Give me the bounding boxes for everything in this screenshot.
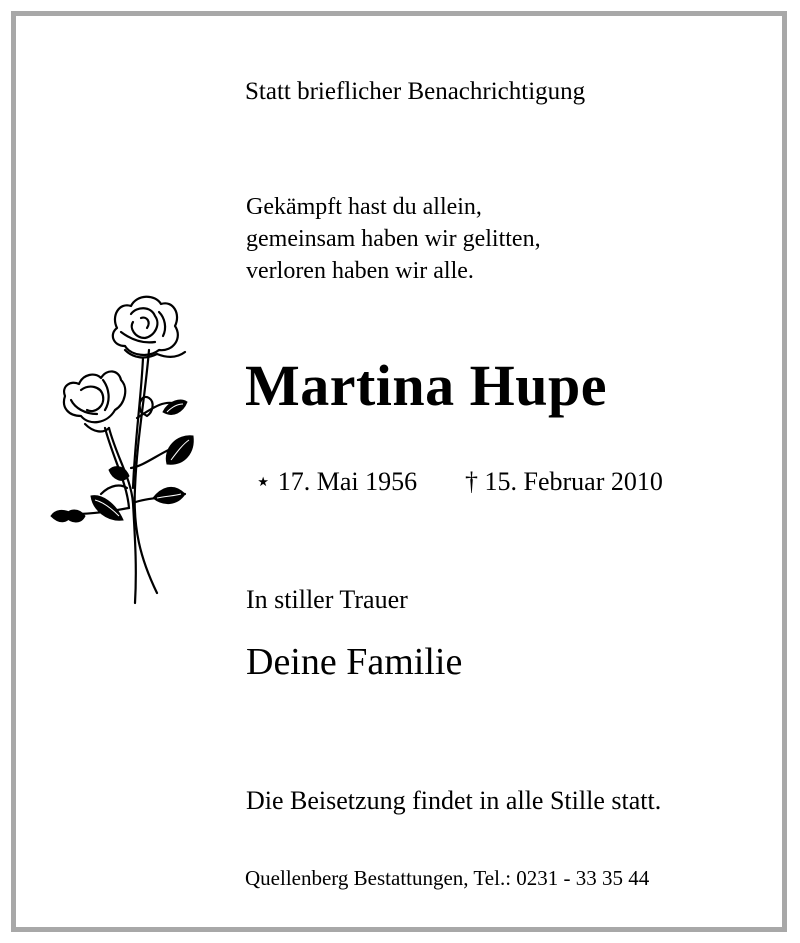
family-signature: Deine Familie	[246, 641, 463, 683]
rose-illustration-icon	[45, 288, 205, 608]
notice-header: Statt brieflicher Benachrichtigung	[245, 78, 586, 105]
undertaker-contact: Quellenberg Bestattungen, Tel.: 0231 - 33 35 44	[245, 866, 650, 890]
birth-date: ⋆ 17. Mai 1956	[255, 467, 418, 496]
mourning-line: In stiller Trauer	[246, 585, 408, 614]
burial-notice: Die Beisetzung findet in alle Stille statt.	[246, 786, 662, 815]
poem	[246, 191, 541, 287]
poem-line: verloren haben wir alle.	[246, 258, 474, 284]
poem-line: gemeinsam haben wir gelitten,	[246, 226, 541, 252]
poem-line: Gekämpft hast du allein,	[246, 194, 482, 220]
deceased-name: Martina Hupe	[245, 353, 608, 418]
death-date: † 15. Februar 2010	[465, 467, 663, 496]
life-dates	[255, 467, 663, 497]
